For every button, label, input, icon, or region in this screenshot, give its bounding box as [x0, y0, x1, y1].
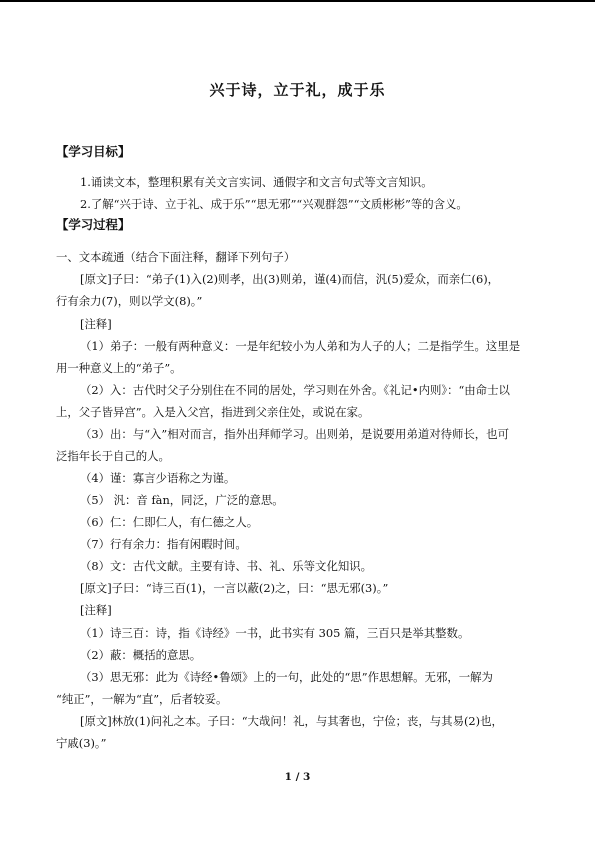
text-line: （5） 汎：音 fàn，同泛，广泛的意思。 [80, 493, 284, 507]
text-line: （4）谨：寡言少语称之为谨。 [80, 471, 236, 485]
text-line: （7）行有余力：指有闲暇时间。 [80, 537, 247, 551]
text-line: 一、文本疏通（结合下面注释，翻译下列句子） [56, 250, 296, 264]
goal-item: 2.了解“兴于诗、立于礼、成于乐”“思无邪”“兴观群怨”“文质彬彬”等的含义。 [80, 197, 468, 211]
text-line: 用一种意义上的“弟子”。 [56, 361, 182, 375]
text-line: [注释] [80, 603, 112, 617]
text-line: [原文]林放(1)问礼之本。子曰：“大哉问！礼，与其奢也，宁俭；丧，与其易(2)也， [80, 714, 503, 728]
text-line: （8）文：古代文献。主要有诗、书、礼、乐等文化知识。 [80, 559, 373, 573]
text-line: 行有余力(7)，则以学文(8)。” [56, 294, 203, 308]
page-title: 兴于诗，立于礼，成于乐 [209, 81, 386, 99]
text-line: 宁戚(3)。” [56, 736, 107, 750]
text-line: [原文]子曰：“弟子(1)入(2)则孝，出(3)则弟，谨(4)而信，汎(5)爱众，而亲仁(6)， [80, 272, 500, 286]
text-line: （2）蔽：概括的意思。 [80, 648, 202, 662]
text-line: （1）诗三百：诗，指《诗经》一书，此书实有 305 篇，三百只是举其整数。 [80, 626, 470, 640]
section-heading-process: 【学习过程】 [56, 217, 131, 232]
text-line: “纯正”，一解为“直”，后者较妥。 [56, 692, 228, 706]
text-line: （3）出：与“入”相对而言，指外出拜师学习。出则弟，是说要用弟道对待师长，也可 [80, 427, 509, 441]
text-line: [注释] [80, 317, 112, 331]
text-line: （2）入：古代时父子分别住在不同的居处，学习则在外舍。《礼记•内则》：“由命士以 [80, 383, 510, 397]
text-line: （1）弟子：一般有两种意义：一是年纪较小为人弟和为人子的人；二是指学生。这里是 [80, 339, 521, 353]
section-heading-goals: 【学习目标】 [56, 144, 131, 159]
goal-item: 1.诵读文本，整理积累有关文言实词、通假字和文言句式等文言知识。 [80, 175, 433, 189]
page-number: 1 / 3 [284, 771, 311, 783]
text-line: 上，父子皆异宫”。入是入父宫，指进到父亲住处，或说在家。 [56, 405, 370, 419]
text-line: （3）思无邪：此为《诗经•鲁颂》上的一句，此处的“思”作思想解。无邪，一解为 [80, 670, 493, 684]
text-line: 泛指年长于自己的人。 [56, 449, 170, 463]
text-line: （6）仁：仁即仁人，有仁德之人。 [80, 515, 259, 529]
text-line: [原文]子曰：“诗三百(1)，一言以蔽(2)之，曰：“思无邪(3)。” [80, 581, 389, 595]
